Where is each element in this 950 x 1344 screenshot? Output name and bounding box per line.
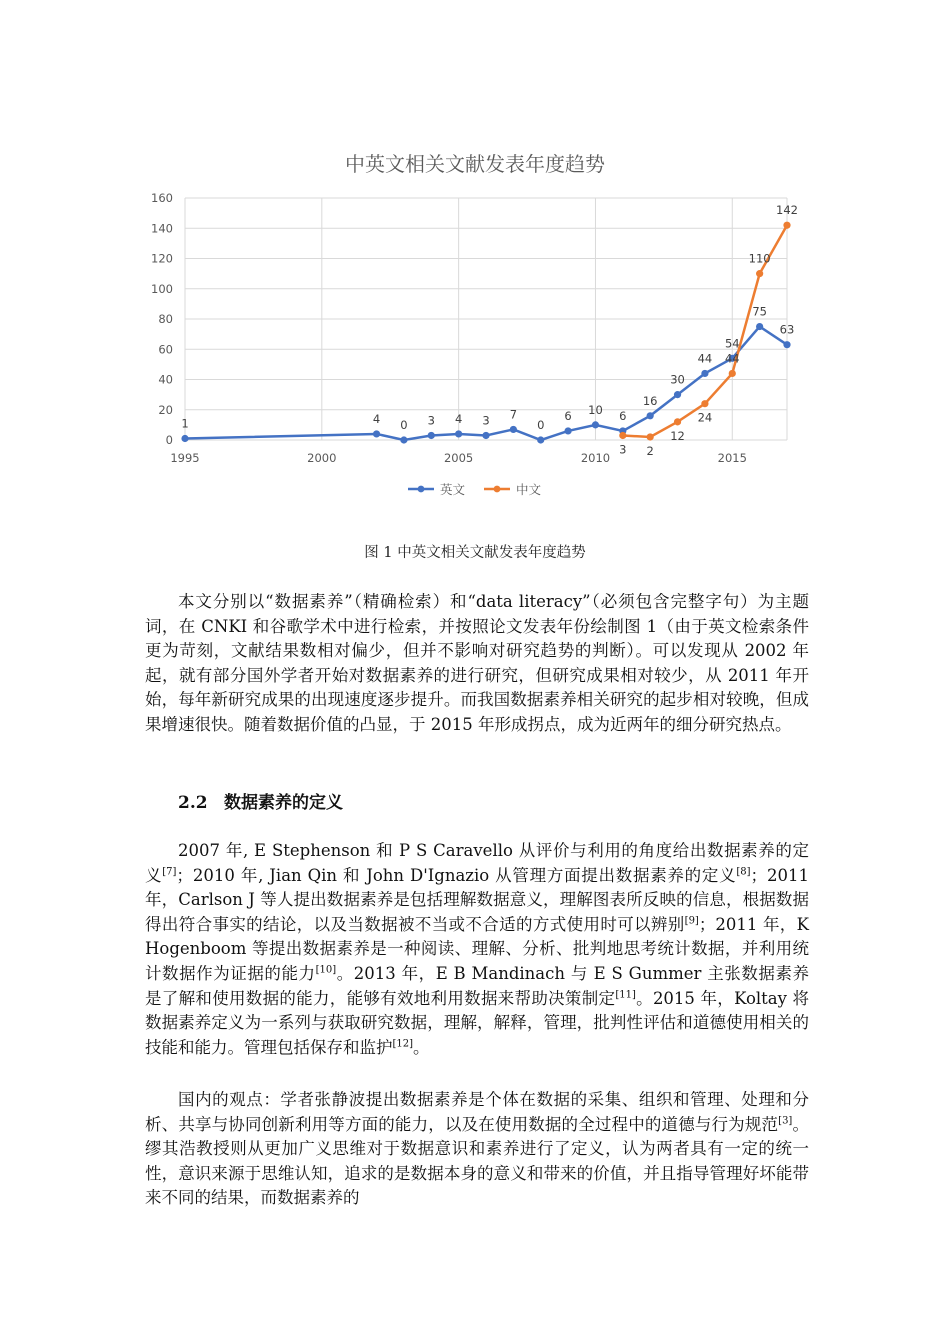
data-label: 0 [400,418,408,432]
legend-marker [418,486,425,493]
data-point [647,433,654,440]
y-tick-label: 40 [158,372,173,387]
y-tick-label: 0 [165,433,173,447]
data-label: 6 [564,408,572,423]
data-point [756,323,763,330]
data-point [564,427,571,434]
y-tick-label: 60 [158,342,173,357]
section-title: 数据素养的定义 [224,793,343,813]
y-tick-label: 80 [158,312,173,326]
p3-text-1: 国内的观点：学者张静波提出数据素养是个体在数据的采集、组织和管理、处理和分析、共享与协同创新利用等方面的能力，以及在使用数据的全过程中的道德与行为规范 [145,1090,809,1134]
y-tick-label: 120 [151,251,173,266]
legend-label: 中文 [516,482,542,497]
figure-caption: 图 1 中英文相关文献发表年度趋势 [364,545,586,561]
p2-text-4: ；2011 年，K Hogenboom 等提出数据素养是一种阅读、理解、分析、批判地思考统计数据，并利用统计数据作为证据的能力 [145,914,809,983]
data-label: 75 [752,304,767,319]
data-label: 4 [372,411,381,426]
p2-text-7: 。 [413,1037,430,1057]
data-label: 3 [482,413,490,428]
data-point [701,370,708,377]
paragraph-2 [145,839,809,1060]
x-tick-label: 1995 [170,451,200,465]
p2-text-1: 2007 年, E Stephenson 和 P S Caravello 从评价与利用的角度给出数据素养的定义 [145,841,809,885]
data-label: 30 [670,372,685,387]
data-point [537,436,544,443]
data-point [701,400,708,407]
data-label: 44 [697,351,713,366]
data-label: 2 [646,443,654,458]
chart-legend [408,482,542,497]
data-label: 142 [776,203,798,218]
data-point [756,270,763,277]
section-number: 2.2 [178,793,208,813]
data-label: 54 [724,336,740,351]
y-tick-label: 160 [151,191,173,205]
data-point [181,435,188,442]
citation-ref: [10] [315,964,337,976]
citation-ref: [9] [684,915,699,927]
p3-text-2: 。缪其浩教授则从更加广义思维对于数据意识和素养进行了定义，认为两者具有一定的统一性，意识来源于思维认知，追求的是数据本身的意义和带来的价值，并且指导管理好坏能带来不同的结果，而数据素养的 [145,1114,810,1208]
data-label: 6 [619,408,627,423]
x-tick-label: 2015 [717,451,747,465]
citation-ref: [3] [778,1115,793,1127]
data-label: 4 [454,411,463,426]
x-tick-label: 2005 [443,451,474,465]
citation-ref: [8] [736,866,751,878]
chart-grid [185,198,787,440]
data-point [592,421,599,428]
data-point [400,436,407,443]
data-label: 16 [642,393,658,408]
citation-ref: [7] [162,866,177,878]
legend-marker [494,486,501,493]
data-point [647,412,654,419]
trend-chart [140,138,820,518]
y-tick-label: 100 [151,281,173,296]
x-tick-label: 2010 [580,451,611,465]
p2-text-2: ；2010 年, Jian Qin 和 John D'Ignazio 从管理方面提出数据素养的定义 [176,865,737,885]
data-point [428,432,435,439]
data-point [674,418,681,425]
data-label: 0 [537,418,545,432]
data-label: 63 [779,322,795,337]
data-point [783,341,790,348]
data-label: 24 [697,410,713,425]
data-point [455,430,462,437]
citation-ref: [12] [392,1038,414,1050]
data-label: 110 [748,251,771,266]
p2-text-3: ；2011 年，Carlson J 等人提出数据素养是包括理解数据意义，理解图表所反映的信息，根据数据得出符合事实的结论，以及当数据被不当或不合适的方式使用时可以辨别 [145,865,809,934]
data-point [674,391,681,398]
paragraph-1: 本文分别以“数据素养”（精确检索）和“data literacy”（必须包含完整字句）为主题词，在 CNKI 和谷歌学术中进行检索，并按照论文发表年份绘制图 1（由于英文检索条件更为苛刻，文献结果数相对偏少，但并不影响对研究趋势的判断）。可以发现从 2002 年起，就有部分国外学者开始对数据素养的进行研究，但研究成果相对较少，从 2011 年开始，每年新研究成果的出现速度逐步提升。而我国数据素养相关研究的起步相对较晚，但成果增速很快。随着数据价值的凸显，于 2015 年形成拐点，成为近两年的细分研究热点。 [145,592,809,734]
data-label: 12 [670,428,685,443]
y-axis-ticks [151,191,173,447]
citation-ref: [11] [615,989,636,1001]
y-tick-label: 20 [158,402,173,417]
data-point [373,430,380,437]
paragraph-3 [145,1088,809,1211]
data-label: 10 [588,402,603,417]
x-axis-ticks [170,451,747,465]
p2-text-6: 。2015 年，Koltay 将数据素养定义为一系列与获取研究数据，理解，解释，管理，批判性评估和道德使用相关的技能和能力。管理包括保存和监护 [145,988,809,1057]
chart-title: 中英文相关文献发表年度趋势 [345,152,605,176]
data-label: 3 [619,442,627,457]
data-point [482,432,489,439]
data-label: 44 [724,351,740,366]
p2-text-5: 。2013 年，E B Mandinach 与 E S Gummer 主张数据素养是了解和使用数据的能力，能够有效地利用数据来帮助决策制定 [145,963,810,1008]
y-tick-label: 140 [151,221,173,236]
legend-label: 英文 [440,482,466,497]
data-label: 1 [181,416,189,431]
data-label: 3 [427,413,435,428]
data-point [619,432,626,439]
section-heading [178,788,343,813]
data-label: 7 [509,407,518,422]
data-point [783,222,790,229]
chart-series [181,203,798,458]
x-tick-label: 2000 [307,451,337,465]
data-point [729,370,736,377]
data-point [510,426,517,433]
